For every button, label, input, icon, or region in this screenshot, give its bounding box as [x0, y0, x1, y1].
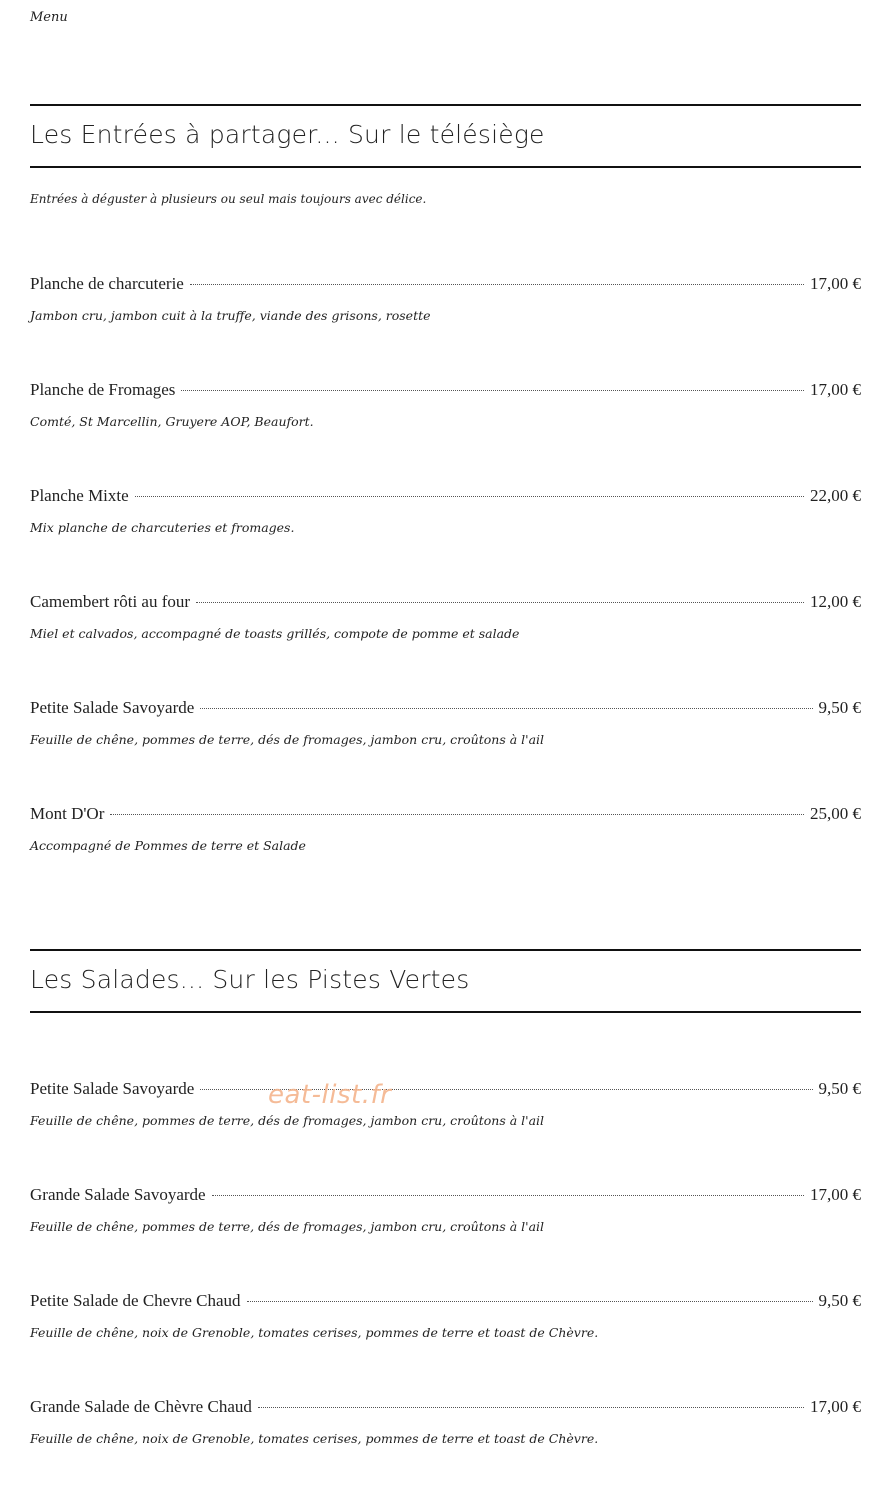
item-price: 17,00 €: [810, 380, 861, 399]
item-description: Feuille de chêne, pommes de terre, dés de fromages, jambon cru, croûtons à l'ail: [30, 1113, 545, 1128]
menu-item-planche-mixte: [30, 486, 861, 535]
item-description: Miel et calvados, accompagné de toasts grillés, compote de pomme et salade: [30, 626, 520, 641]
menu-item-mont-dor: [30, 804, 861, 853]
item-price: 9,50 €: [818, 698, 861, 717]
item-name: Planche de Fromages: [30, 380, 176, 399]
menu-item-petite-salade-savoyarde-2: [30, 1079, 861, 1128]
item-name: Mont D'Or: [30, 804, 105, 823]
dot-leader: [190, 284, 804, 285]
menu-item-planche-charcuterie: [30, 274, 861, 323]
item-name: Grande Salade de Chèvre Chaud: [30, 1397, 252, 1416]
dot-leader: [258, 1407, 804, 1408]
item-name: Camembert rôti au four: [30, 592, 191, 611]
item-description: Comté, St Marcellin, Gruyere AOP, Beaufort.: [30, 414, 314, 429]
item-price: 9,50 €: [818, 1291, 861, 1310]
item-description: Accompagné de Pommes de terre et Salade: [30, 838, 306, 853]
menu-item-grande-salade-savoyarde: [30, 1185, 861, 1234]
dot-leader: [181, 390, 804, 391]
item-price: 25,00 €: [810, 804, 861, 823]
menu-item-petite-salade-savoyarde: [30, 698, 861, 747]
menu-item-planche-fromages: [30, 380, 861, 429]
section-title-salades: Les Salades... Sur les Pistes Vertes: [30, 965, 470, 994]
dot-leader: [196, 602, 804, 603]
item-price: 9,50 €: [818, 1079, 861, 1098]
item-description: Jambon cru, jambon cuit à la truffe, viande des grisons, rosette: [30, 308, 431, 323]
item-price: 17,00 €: [810, 274, 861, 293]
item-name: Planche de charcuterie: [30, 274, 184, 293]
dot-leader: [110, 814, 804, 815]
item-name: Grande Salade Savoyarde: [30, 1185, 206, 1204]
section-subtitle-entrees: Entrées à déguster à plusieurs ou seul mais toujours avec délice.: [30, 192, 427, 206]
item-description: Feuille de chêne, pommes de terre, dés de fromages, jambon cru, croûtons à l'ail: [30, 1219, 545, 1234]
menu-item-petite-salade-chevre: [30, 1291, 861, 1340]
item-price: 17,00 €: [810, 1397, 861, 1416]
dot-leader: [247, 1301, 813, 1302]
item-price: 22,00 €: [810, 486, 861, 505]
menu-item-grande-salade-chevre: [30, 1397, 861, 1446]
watermark: eat-list.fr: [268, 1080, 392, 1110]
item-price: 17,00 €: [810, 1185, 861, 1204]
section-header-salades: [30, 949, 861, 1013]
item-description: Mix planche de charcuteries et fromages.: [30, 520, 295, 535]
item-name: Petite Salade Savoyarde: [30, 698, 195, 717]
item-description: Feuille de chêne, pommes de terre, dés de fromages, jambon cru, croûtons à l'ail: [30, 732, 545, 747]
breadcrumb[interactable]: Menu: [30, 10, 68, 25]
item-price: 12,00 €: [810, 592, 861, 611]
item-name: Planche Mixte: [30, 486, 129, 505]
section-header-entrees: [30, 104, 861, 168]
section-title-entrees: Les Entrées à partager... Sur le télésiège: [30, 120, 545, 149]
menu-item-camembert: [30, 592, 861, 641]
dot-leader: [212, 1195, 804, 1196]
dot-leader: [200, 708, 812, 709]
item-description: Feuille de chêne, noix de Grenoble, tomates cerises, pommes de terre et toast de Chèvre.: [30, 1325, 599, 1340]
item-name: Petite Salade de Chevre Chaud: [30, 1291, 241, 1310]
item-name: Petite Salade Savoyarde: [30, 1079, 195, 1098]
dot-leader: [135, 496, 804, 497]
item-description: Feuille de chêne, noix de Grenoble, tomates cerises, pommes de terre et toast de Chèvre.: [30, 1431, 599, 1446]
